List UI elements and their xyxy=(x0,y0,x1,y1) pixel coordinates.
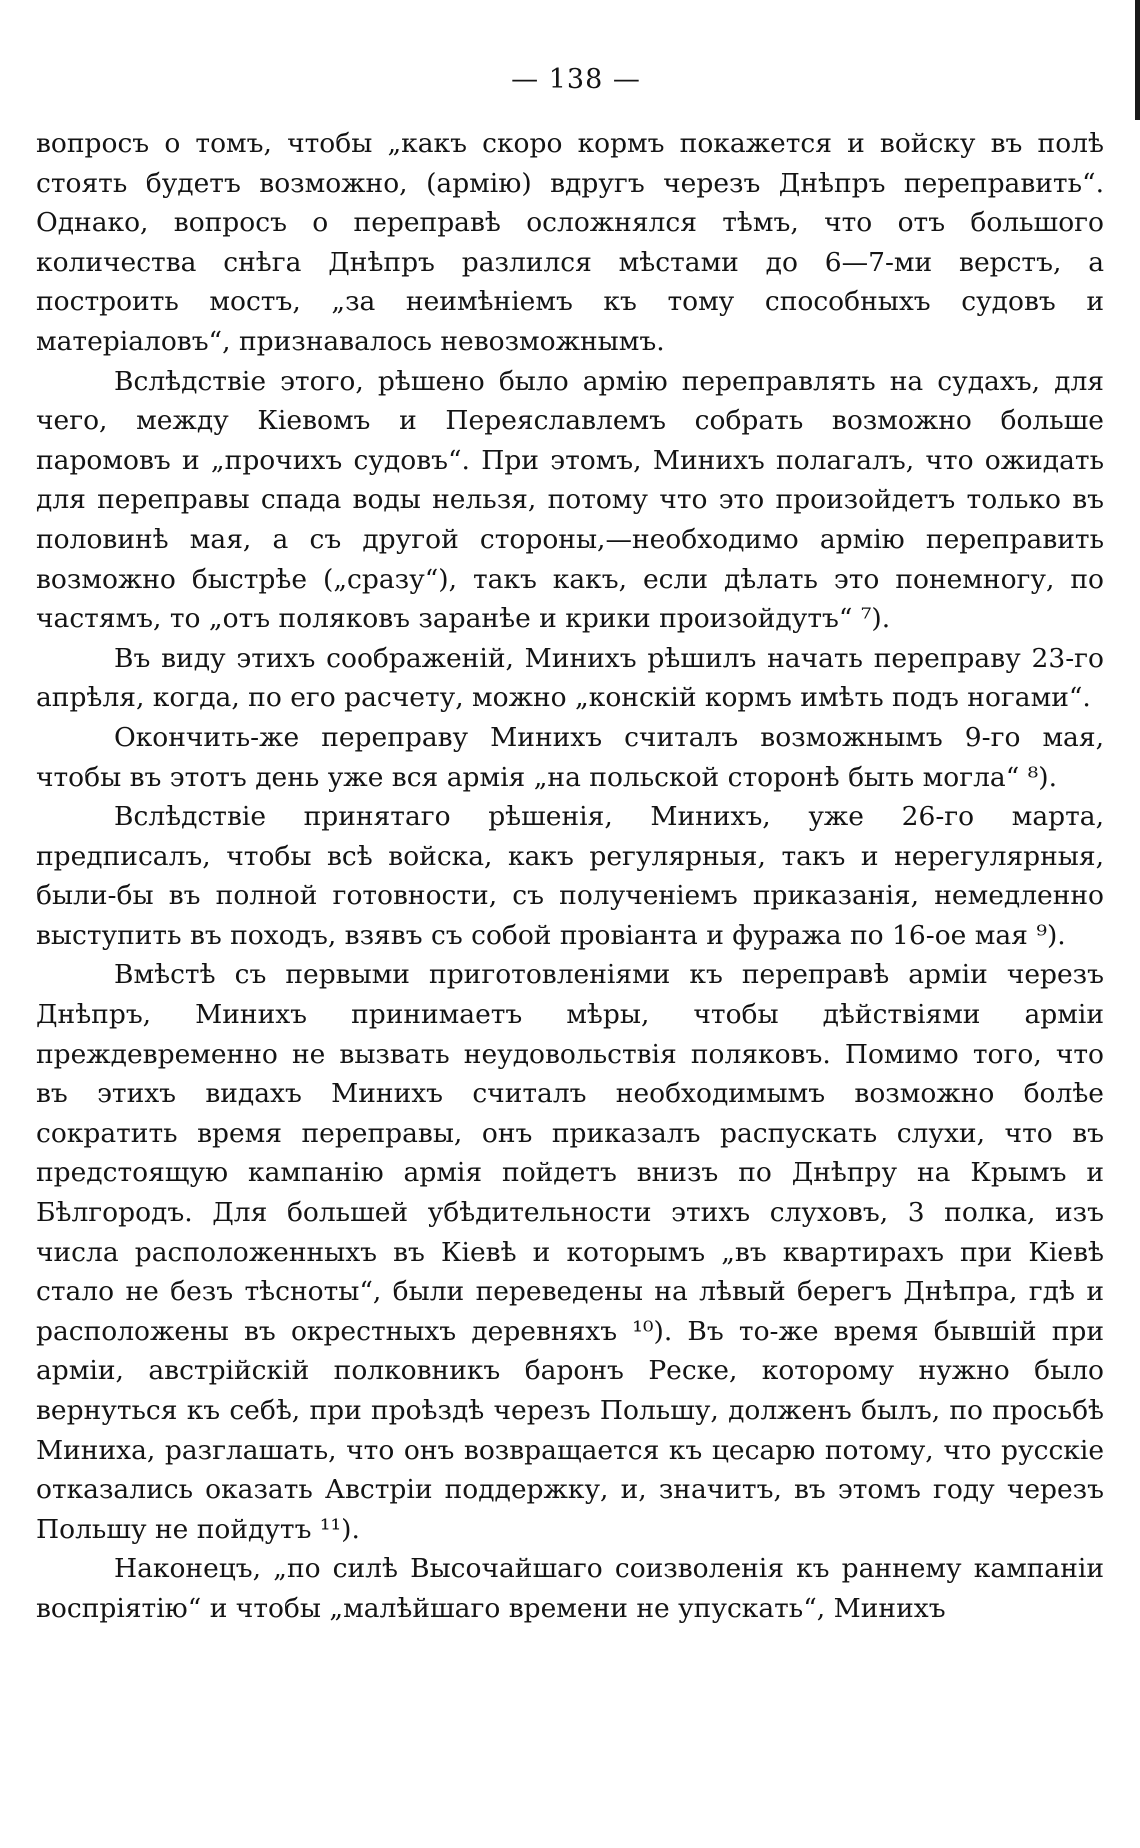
paragraph: Въ виду этихъ соображеній, Минихъ рѣшилъ начать переправу 23-го апрѣля, когда, по его расчету, можно „конскій кормъ имѣть подъ ногами“. xyxy=(36,642,1104,714)
paragraph: Окончить-же переправу Минихъ считалъ возможнымъ 9-го мая, чтобы въ этотъ день уже вся армія „на польской сторонѣ быть могла“ ⁸). xyxy=(36,721,1104,793)
page-body-text xyxy=(36,124,1104,1629)
paragraph: Вслѣдствіе этого, рѣшено было армію переправлять на судахъ, для чего, между Кіевомъ и Переяславлемъ собрать возможно больше паромовъ и „прочихъ судовъ“. При этомъ, Минихъ полагалъ, что ожидать для переправы спада воды нельзя, потому что это произойдетъ только въ половинѣ мая, а съ другой стороны,—необходимо армію переправить возможно быстрѣе („сразу“), такъ какъ, если дѣлать это понемногу, по частямъ, то „отъ поляковъ заранѣе и крики произойдутъ“ ⁷). xyxy=(36,365,1104,635)
paragraph: Вмѣстѣ съ первыми приготовленіями къ переправѣ арміи черезъ Днѣпръ, Минихъ принимаетъ мѣры, чтобы дѣйствіями арміи преждевременно не вызвать неудовольствія поляковъ. Помимо того, что въ этихъ видахъ Минихъ считалъ необходимымъ возможно болѣе сократить время переправы, онъ приказалъ распускать слухи, что въ предстоящую кампанію армія пойдетъ внизъ по Днѣпру на Крымъ и Бѣлгородъ. Для большей убѣдительности этихъ слуховъ, 3 полка, изъ числа расположенныхъ въ Кіевѣ и которымъ „въ квартирахъ при Кіевѣ стало не безъ тѣсноты“, были переведены на лѣвый берегъ Днѣпра, гдѣ и расположены въ окрестныхъ деревняхъ ¹⁰). Въ то-же время бывшій при арміи, австрійскій полковникъ баронъ Реске, которому нужно было вернуться къ себѣ, при проѣздѣ черезъ Польшу, долженъ былъ, по просьбѣ Миниха, разглашать, что онъ возвращается къ цесарю потому, что русскіе отказались оказать Австріи поддержку, и, значитъ, въ этомъ году черезъ Польшу не пойдутъ ¹¹). xyxy=(36,959,1104,1545)
paragraph-continuation: вопросъ о томъ, чтобы „какъ скоро кормъ покажется и войску въ полѣ стоять будетъ возможно, (армію) вдругъ черезъ Днѣпръ переправить“. Однако, вопросъ о переправѣ осложнялся тѣмъ, что отъ большого количества снѣга Днѣпръ разлился мѣстами до 6—7-ми верстъ, а построить мостъ, „за неимѣніемъ къ тому способныхъ судовъ и матеріаловъ“, признавалось невозможнымъ. xyxy=(36,128,1104,357)
page-number: — 138 — xyxy=(511,64,641,95)
page-edge-shadow xyxy=(1135,0,1140,120)
paragraph: Вслѣдствіе принятаго рѣшенія, Минихъ, уже 26-го марта, предписалъ, чтобы всѣ войска, какъ регулярныя, такъ и нерегулярныя, были-бы въ полной готовности, съ полученіемъ приказанія, немедленно выступить въ походъ, взявъ съ собой провіанта и фуража по 16-ое мая ⁹). xyxy=(36,801,1104,951)
paragraph: Наконецъ, „по силѣ Высочайшаго соизволенія къ раннему кампаніи воспріятію“ и чтобы „малѣйшаго времени не упускать“, Минихъ xyxy=(36,1553,1104,1624)
